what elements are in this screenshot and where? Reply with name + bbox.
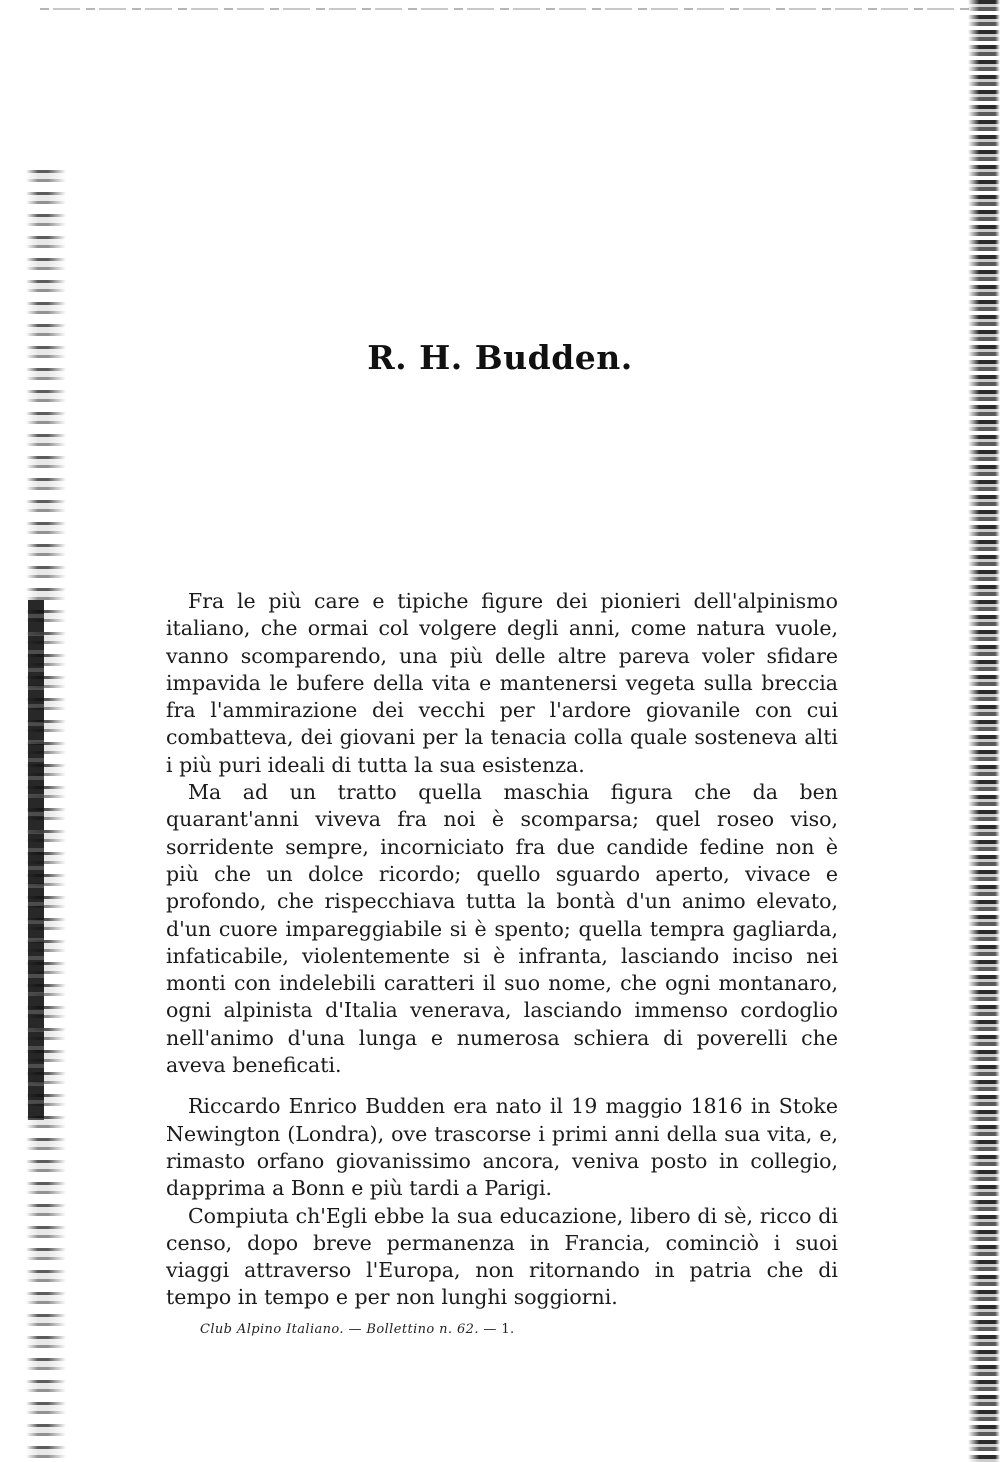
scan-edge-left-shadow <box>28 600 44 1120</box>
scan-edge-right <box>968 0 1000 1462</box>
page-number: 1. <box>501 1322 515 1337</box>
page-title: R. H. Budden. <box>367 338 633 377</box>
paragraph-1: Fra le più care e tipiche figure dei pionieri dell'alpinismo italiano, che ormai col volgere degli anni, come natura vuole, vanno scomparendo, una più delle altre pareva voler sfidare impavida le bufere della vita e mantenersi vegeta sulla breccia fra l'ammirazione dei vecchi per l'ardore giovanile con cui combatteva, dei giovani per la tenacia colla quale sosteneva alti i più puri ideali di tutta la sua esistenza. <box>166 589 838 777</box>
scan-edge-top <box>40 8 970 10</box>
paragraph-2: Ma ad un tratto quella maschia figura che da ben quarant'anni viveva fra noi è scomparsa; quel roseo viso, sorridente sempre, incorniciato fra due candide fedine non è più che un dolce ricordo; quello sguardo aperto, vivace e profondo, che rispecchiava tutta la bontà d'un animo elevato, d'un cuore impareggiabile si è spento; quella tempra gagliarda, infaticabile, violentemente si è infranta, lasciando inciso nei monti con indelebili caratteri il suo nome, che ogni montanaro, ogni alpinista d'Italia venerava, lasciando immenso cordoglio nell'animo d'una lunga e numerosa schiera di poverelli che aveva beneficati. <box>166 780 838 1078</box>
paragraph-3: Riccardo Enrico Budden era nato il 19 maggio 1816 in Stoke Newington (Londra), ove trascorse i primi anni della sua vita, e, rimasto orfano giovanissimo ancora, veniva posto in collegio, dapprima a Bonn e più tardi a Parigi. <box>166 1094 838 1201</box>
footer-source: Club Alpino Italiano. — Bollettino n. 62. — <box>200 1322 497 1337</box>
paragraph-4: Compiuta ch'Egli ebbe la sua educazione, libero di sè, ricco di censo, dopo breve permanenza in Francia, cominciò i suoi viaggi attraverso l'Europa, non ritornando in patria che di tempo in tempo e per non lunghi soggiorni. <box>166 1203 838 1310</box>
page-footer <box>200 1322 515 1337</box>
article-body <box>166 588 838 1312</box>
